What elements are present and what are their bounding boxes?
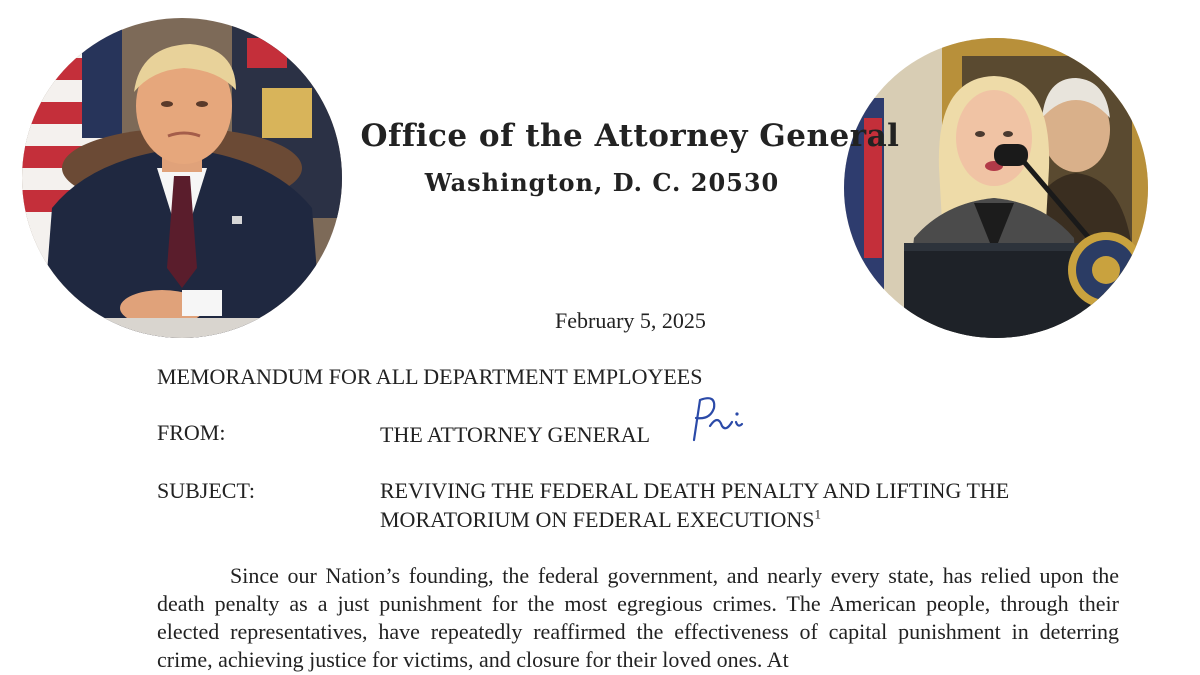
subject-text: REVIVING THE FEDERAL DEATH PENALTY AND LIFTING THE MORATORIUM ON FEDERAL EXECUTIONS [380, 478, 1010, 532]
memo-recipients: MEMORANDUM FOR ALL DEPARTMENT EMPLOYEES [157, 364, 703, 389]
subject-value [380, 476, 1140, 534]
from-value: THE ATTORNEY GENERAL [380, 422, 651, 447]
letterhead-title: Office of the Attorney General [360, 118, 900, 154]
signature-icon [684, 392, 748, 444]
memo-date: February 5, 2025 [555, 308, 706, 333]
memo-body-paragraph: Since our Nation’s founding, the federal government, and nearly every state, has relied upon the death penalty as a just punishment for the most egregious crimes. The American people, through their elected representatives, have repeatedly reaffirmed the effectiveness of capital punishment in deterring crime, achieving justice for victims, and closure for their loved ones. At [157, 563, 1119, 672]
subject-footnote-marker: 1 [814, 506, 822, 522]
from-label: FROM: [157, 420, 226, 445]
subject-label: SUBJECT: [157, 478, 255, 503]
letterhead-address: Washington, D. C. 20530 [424, 168, 780, 197]
